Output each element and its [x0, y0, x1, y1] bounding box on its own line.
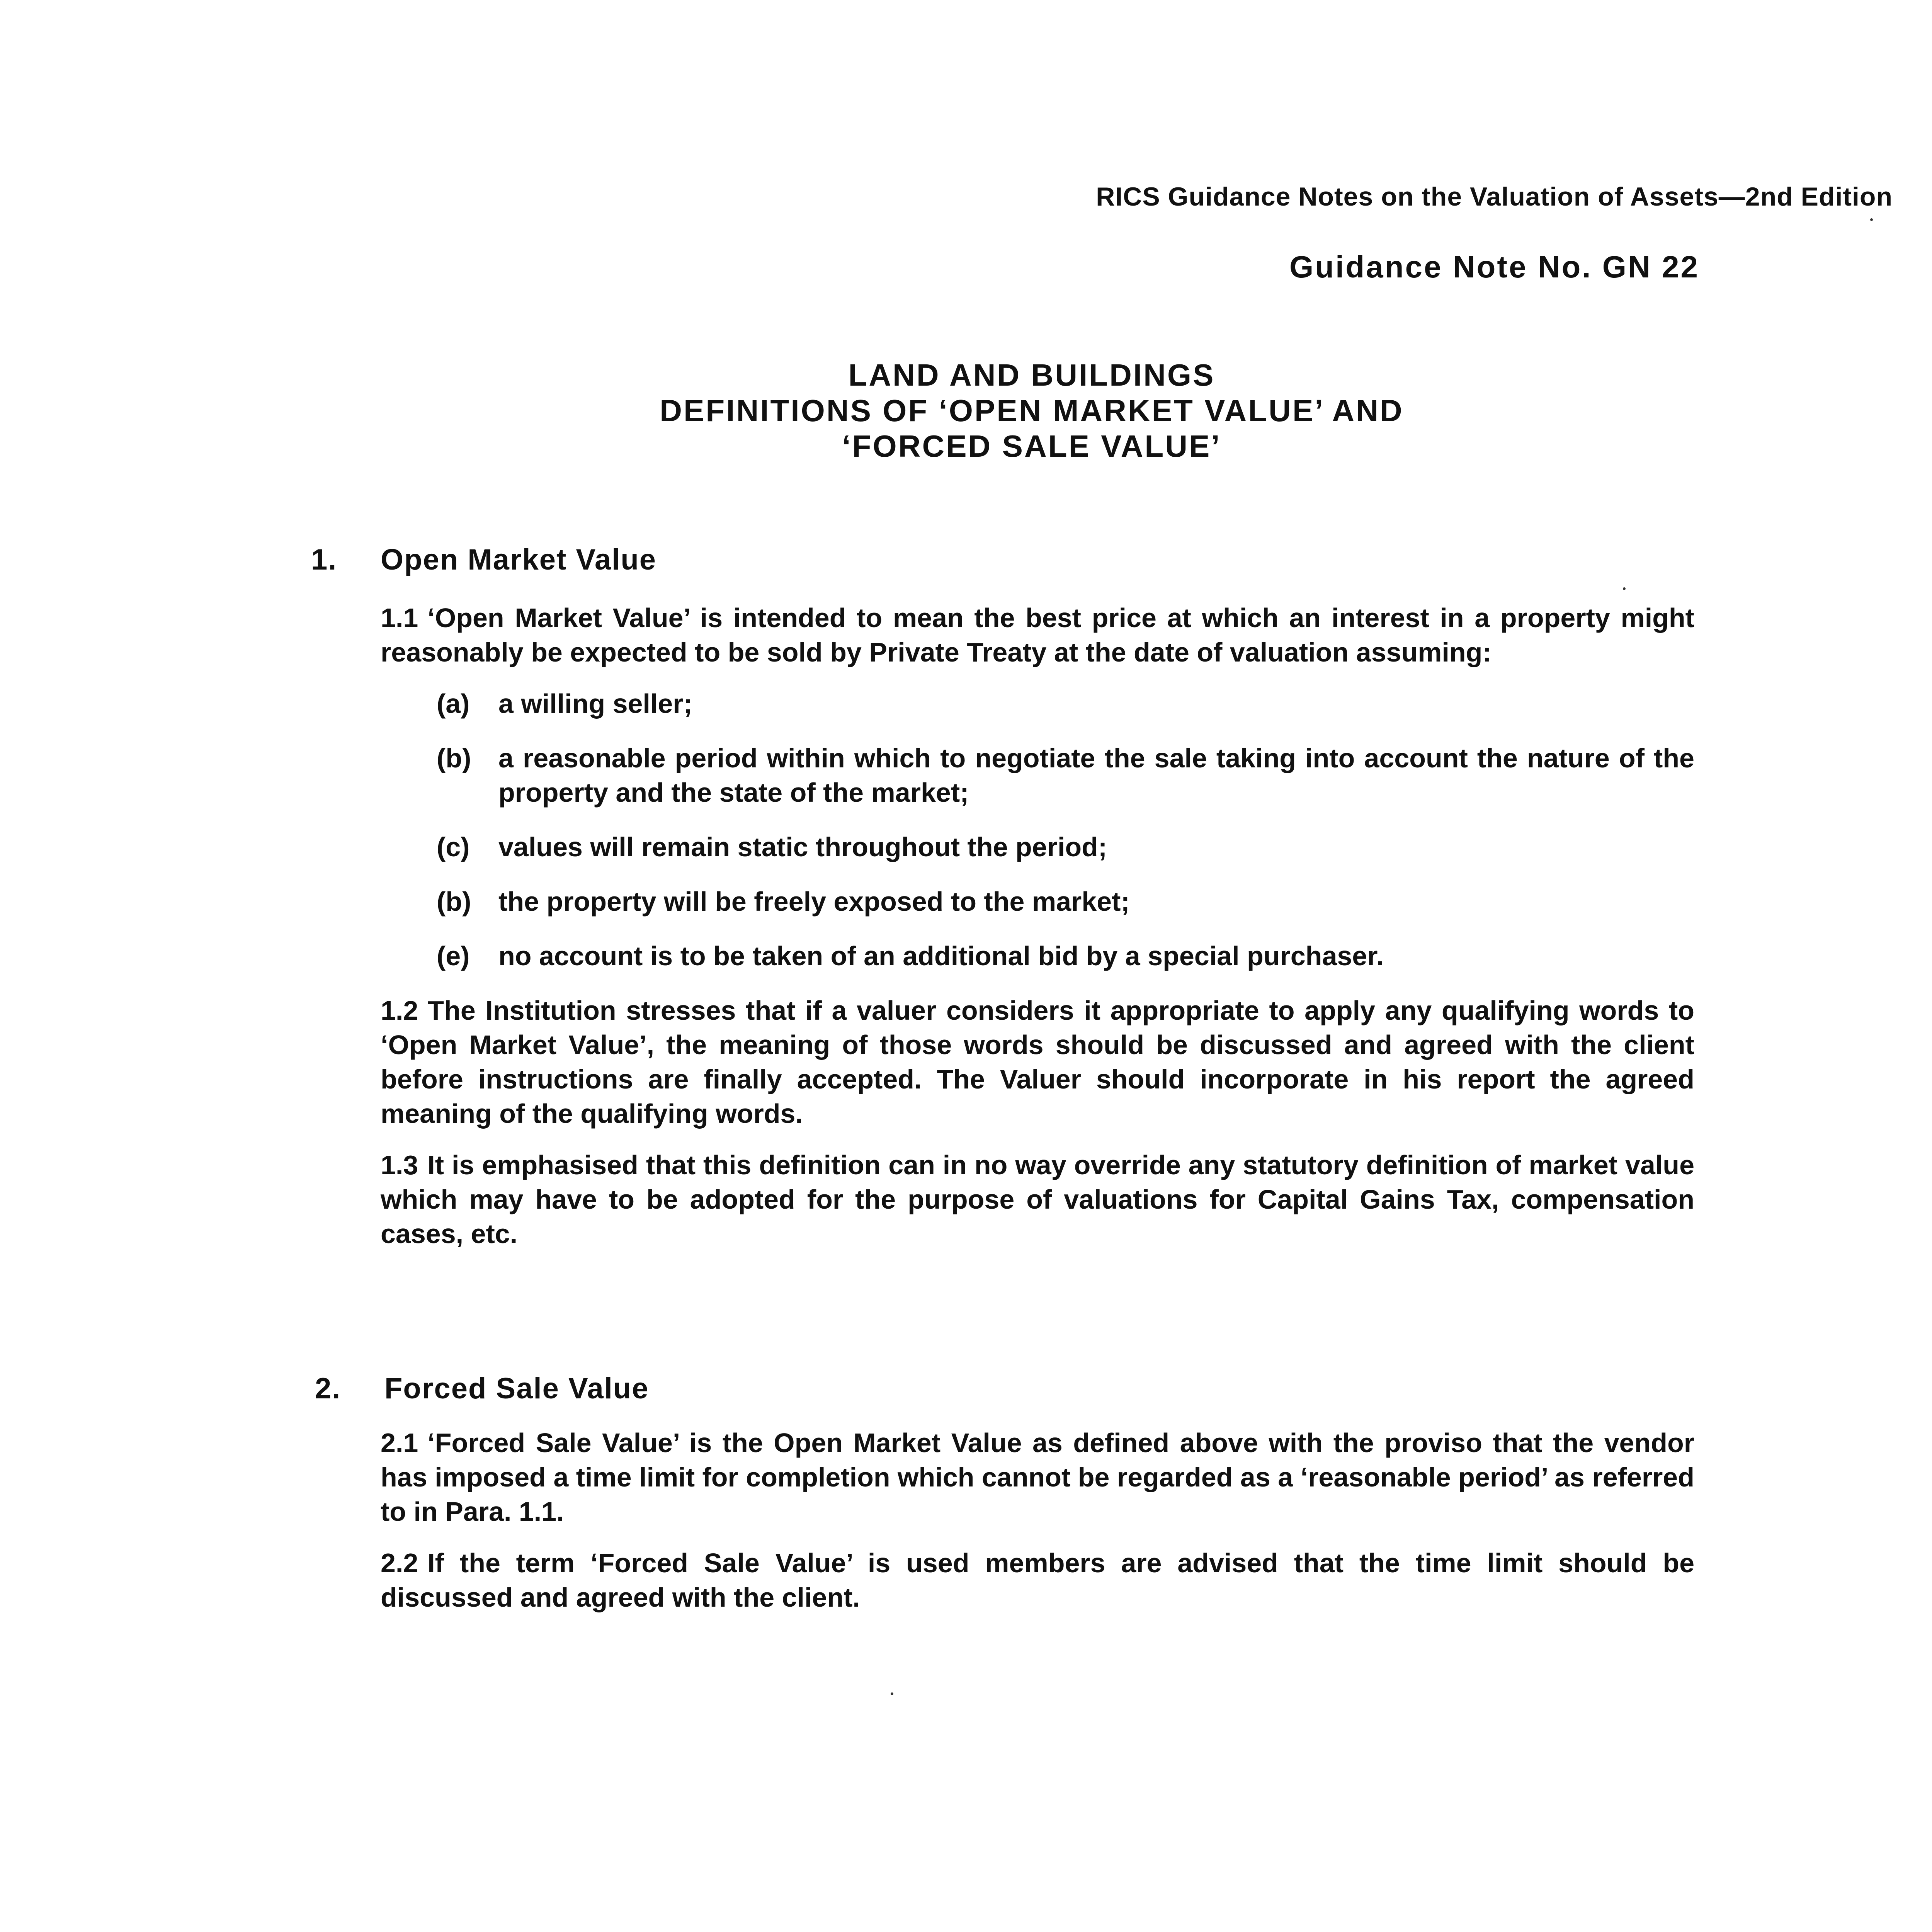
paragraph-number: 2.1 [381, 1428, 418, 1458]
title-line: LAND AND BUILDINGS [848, 358, 1215, 392]
paragraph-1-3 [381, 1148, 1694, 1251]
section-heading-forced-sale-value [315, 1372, 649, 1405]
section-title: Open Market Value [381, 543, 657, 576]
paragraph-number: 1.3 [381, 1150, 418, 1180]
paragraph-text: If the term ‘Forced Sale Value’ is used members are advised that the time limit should be discussed and agreed with the client. [381, 1548, 1694, 1612]
list-item [437, 830, 1694, 864]
list-marker: (c) [437, 832, 470, 862]
title-line: DEFINITIONS OF ‘OPEN MARKET VALUE’ AND [660, 393, 1404, 428]
scan-speck [891, 1692, 893, 1695]
running-head: RICS Guidance Notes on the Valuation of Assets—2nd Edition [1096, 182, 1893, 211]
section-number: 1. [311, 543, 337, 576]
list-item-text: no account is to be taken of an additional bid by a special purchaser. [498, 941, 1384, 971]
title-line: ‘FORCED SALE VALUE’ [842, 429, 1221, 463]
list-item-text: a reasonable period within which to negotiate the sale taking into account the nature of the property and the state of the market; [498, 743, 1694, 808]
paragraph-number: 1.2 [381, 995, 418, 1026]
list-item [437, 687, 1694, 721]
list-item [437, 884, 1694, 919]
list-item-text: the property will be freely exposed to the market; [498, 886, 1130, 917]
list-marker: (a) [437, 689, 470, 719]
paragraph-1-2 [381, 993, 1694, 1131]
document-title [386, 357, 1677, 464]
paragraph-text: The Institution stresses that if a valuer considers it appropriate to apply any qualifying words to ‘Open Market Value’, the meaning of those words should be discussed and agreed with the client before instructions are finally accepted. The Valuer should incorporate in his report the agreed meaning of the qualifying words. [381, 995, 1694, 1129]
list-item-text: a willing seller; [498, 689, 692, 719]
paragraph-text: It is emphasised that this definition can in no way override any statutory definition of market value which may have to be adopted for the purpose of valuations for Capital Gains Tax, compensation cases, etc. [381, 1150, 1694, 1249]
paragraph-text: ‘Open Market Value’ is intended to mean the best price at which an interest in a property might reasonably be expected to be sold by Private Treaty at the date of valuation assuming: [381, 603, 1694, 667]
scan-speck [1870, 218, 1873, 221]
paragraph-number: 1.1 [381, 603, 418, 633]
section-body-open-market-value [381, 601, 1694, 1268]
list-item [437, 741, 1694, 810]
section-body-forced-sale-value [381, 1426, 1694, 1632]
section-number: 2. [315, 1372, 341, 1405]
list-marker: (e) [437, 941, 470, 971]
section-title: Forced Sale Value [384, 1372, 649, 1405]
list-item-text: values will remain static throughout the period; [498, 832, 1107, 862]
paragraph-1-1 [381, 601, 1694, 670]
list-marker: (b) [437, 743, 471, 773]
paragraph-2-1 [381, 1426, 1694, 1529]
paragraph-text: ‘Forced Sale Value’ is the Open Market Value as defined above with the proviso that the vendor has imposed a time limit for completion which cannot be regarded as a ‘reasonable period’ as referred to in Para. 1.1. [381, 1428, 1694, 1527]
section-heading-open-market-value [311, 543, 656, 577]
list-marker: (b) [437, 886, 471, 917]
paragraph-number: 2.2 [381, 1548, 418, 1578]
scan-speck [1623, 587, 1626, 590]
assumptions-list [381, 687, 1694, 973]
paragraph-2-2 [381, 1546, 1694, 1615]
list-item [437, 939, 1694, 973]
guidance-note-number: Guidance Note No. GN 22 [1289, 250, 1699, 284]
